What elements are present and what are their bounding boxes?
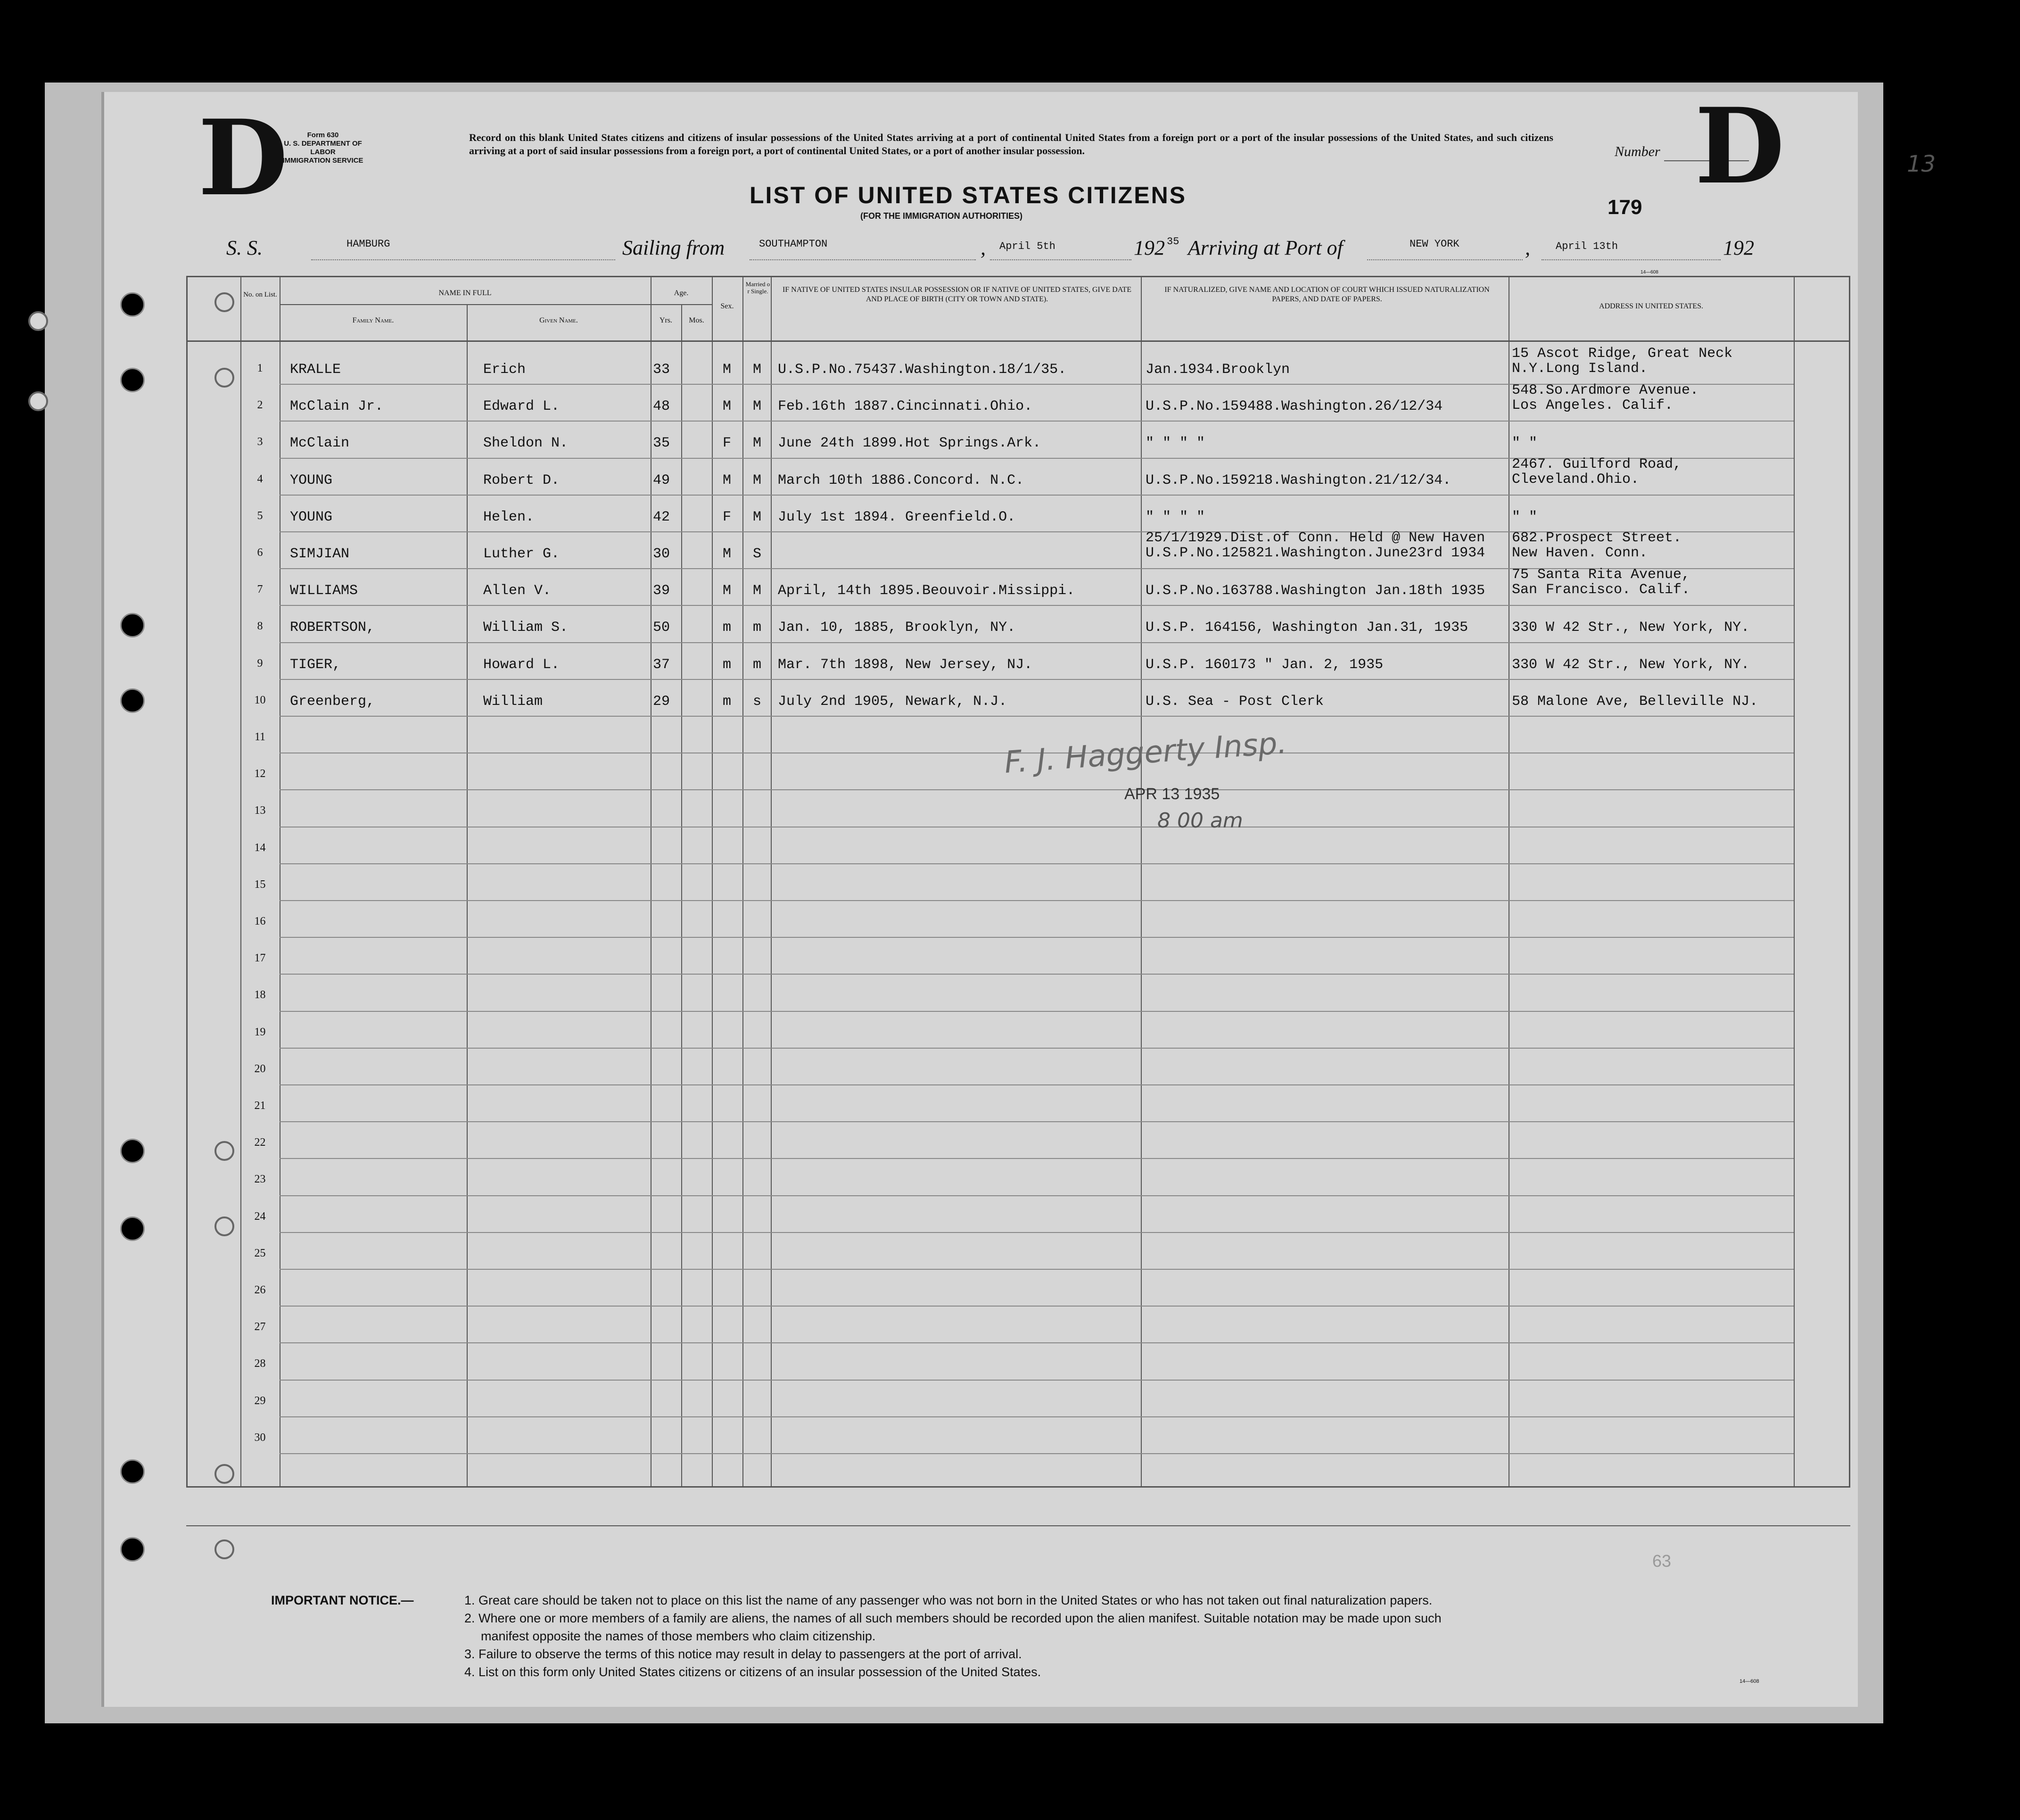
row-rule — [280, 1269, 1794, 1270]
row-rule — [280, 937, 1794, 938]
col-divider — [681, 304, 682, 1488]
col-divider — [467, 304, 468, 1488]
notice-divider — [186, 1525, 1850, 1526]
row-rule — [280, 1380, 1794, 1381]
header-mos: Mos. — [689, 316, 704, 324]
cell-sex: m — [722, 657, 731, 672]
row-rule — [280, 1416, 1794, 1417]
arrival-stamp-time: 8 00 am — [1157, 809, 1243, 833]
cell-no: 2 — [257, 399, 263, 411]
cell-sex: M — [722, 583, 731, 598]
notice-item-2-cont: manifest opposite the names of those members who claim citizenship. — [481, 1629, 876, 1643]
cell-family: Greenberg, — [290, 694, 375, 709]
cell-address: 548.So.Ardmore Avenue. — [1512, 383, 1699, 398]
arrival-port: NEW YORK — [1410, 238, 1459, 250]
cell-no: 24 — [254, 1210, 266, 1223]
cell-sex: F — [722, 510, 731, 525]
cell-sex: M — [722, 546, 731, 562]
row-rule — [280, 605, 1794, 606]
sailing-port: SOUTHAMPTON — [759, 238, 828, 250]
cell-married: M — [752, 473, 761, 488]
header-yrs: Yrs. — [659, 316, 673, 324]
row-rule — [280, 1011, 1794, 1012]
header-birth: IF NATIVE OF UNITED STATES INSULAR POSSESSION OR IF NATIVE OF UNITED STATES, GIVE DATE AND PLACE OF BIRTH (CITY OR TOWN AND STATE). — [782, 286, 1132, 303]
ship-name: HAMBURG — [346, 238, 390, 250]
punch-hole — [120, 688, 145, 713]
cell-address: 682.Prospect Street. — [1512, 530, 1682, 546]
cell-naturalized: U.S.P. 160173 " Jan. 2, 1935 — [1146, 657, 1384, 672]
row-rule — [280, 642, 1794, 643]
service: IMMIGRATION SERVICE — [282, 157, 363, 165]
record-instructions: Record on this blank United States citizens and citizens of insular possessions of the United States arriving at a port of continental United States from a foreign port or a port of the insular possessions of the United States, and such citizens arriving at a port of said insular possessions from a foreign port, a port of continental United States, or a port of another insular possession. — [469, 132, 1553, 157]
cell-naturalized: U.S. Sea - Post Clerk — [1146, 694, 1324, 709]
cell-no: 28 — [254, 1357, 266, 1370]
cell-married: M — [752, 510, 761, 525]
cell-no: 19 — [254, 1026, 266, 1038]
cell-sex: M — [722, 362, 731, 377]
cell-no: 21 — [254, 1100, 266, 1112]
cell-no: 9 — [257, 657, 263, 670]
cell-no: 22 — [254, 1136, 266, 1149]
arrival-date-line — [1542, 259, 1721, 260]
punch-hole — [120, 1216, 145, 1241]
cell-no: 15 — [254, 878, 266, 891]
row-rule — [280, 1232, 1794, 1233]
sailing-line — [750, 259, 976, 260]
notice-label: IMPORTANT NOTICE.— — [271, 1593, 414, 1607]
form-info — [276, 131, 370, 165]
header-family-name: Family Name. — [352, 316, 394, 324]
cell-birth: July 1st 1894. Greenfield.O. — [778, 510, 1016, 525]
ss-label: S. S. — [226, 236, 263, 259]
binder-hole — [28, 391, 48, 411]
inspector-signature: F. J. Haggerty Insp. — [1003, 726, 1288, 780]
cell-family: TIGER, — [290, 657, 341, 672]
cell-birth: Jan. 10, 1885, Brooklyn, NY. — [778, 620, 1016, 635]
year-prefix: 192 — [1134, 236, 1165, 259]
cell-given: Luther G. — [483, 546, 560, 562]
page-title: LIST OF UNITED STATES CITIZENS — [750, 182, 1187, 208]
cell-birth: U.S.P.No.75437.Washington.18/1/35. — [778, 362, 1067, 377]
cell-no: 10 — [254, 694, 266, 706]
cell-address: 15 Ascot Ridge, Great Neck — [1512, 346, 1733, 361]
cell-birth: June 24th 1899.Hot Springs.Ark. — [778, 436, 1041, 451]
cell-address: 2467. Guilford Road, — [1512, 457, 1682, 472]
cell-sex: m — [722, 694, 731, 709]
cell-naturalized: U.S.P.No.163788.Washington Jan.18th 1935 — [1146, 583, 1485, 598]
cell-married: M — [752, 399, 761, 414]
header-address: ADDRESS IN UNITED STATES. — [1599, 302, 1703, 310]
row-rule — [280, 1453, 1794, 1454]
notice-code: 14—608 — [1740, 1679, 1759, 1684]
row-rule — [280, 974, 1794, 975]
cell-married: M — [752, 583, 761, 598]
cell-yrs: 33 — [653, 362, 670, 377]
row-rule — [280, 1158, 1794, 1159]
notice-item-2: 2. Where one or more members of a family are aliens, the names of all such members should be recorded upon the alien manifest. Suitable notation may be made upon such — [464, 1611, 1442, 1625]
age-sub-divider — [651, 304, 712, 305]
row-rule — [280, 1048, 1794, 1049]
cell-family: WILLIAMS — [290, 583, 358, 598]
cell-family: SIMJIAN — [290, 546, 350, 562]
cell-no: 7 — [257, 583, 263, 596]
binder-hole — [214, 1539, 234, 1559]
cell-address: 330 W 42 Str., New York, NY. — [1512, 620, 1750, 635]
arrival-stamp-date: APR 13 1935 — [1124, 785, 1220, 803]
cell-yrs: 30 — [653, 546, 670, 562]
row-rule — [280, 1121, 1794, 1122]
row-rule — [280, 495, 1794, 496]
number-label: Number — [1615, 144, 1660, 159]
header-name-in-full: NAME IN FULL — [438, 289, 492, 297]
cell-address-line2: Los Angeles. Calif. — [1512, 398, 1674, 413]
binder-hole — [28, 311, 48, 331]
cell-given: Robert D. — [483, 473, 560, 488]
year-prefix-2: 192 — [1723, 236, 1754, 259]
header-married: Married or Single. — [745, 281, 770, 295]
side-number — [1907, 151, 1936, 177]
notice-item-1: 1. Great care should be taken not to place on this list the name of any passenger who was not born in the United States or who has not taken out final naturalization papers. — [464, 1593, 1433, 1607]
notice-item-3: 3. Failure to observe the terms of this notice may result in delay to passengers at the port of arrival. — [464, 1647, 1022, 1661]
arrival-date: April 13th — [1556, 240, 1618, 252]
cell-sex: F — [722, 436, 731, 451]
punch-hole — [120, 1459, 145, 1484]
row-rule — [280, 1084, 1794, 1085]
cell-given: Sheldon N. — [483, 436, 569, 451]
cell-birth: July 2nd 1905, Newark, N.J. — [778, 694, 1007, 709]
cell-sex: M — [722, 473, 731, 488]
cell-address: 75 Santa Rita Avenue, — [1512, 567, 1690, 582]
cell-family: McClain Jr. — [290, 399, 384, 414]
cell-no: 23 — [254, 1173, 266, 1185]
cell-naturalized: U.S.P.No.159488.Washington.26/12/34 — [1146, 399, 1443, 414]
cell-sex: m — [722, 620, 731, 635]
page-number-stamp: 63 — [1652, 1551, 1672, 1571]
row-rule — [280, 716, 1794, 717]
punch-hole — [120, 1139, 145, 1163]
arrival-line — [1367, 259, 1523, 260]
list-number: 179 — [1608, 196, 1642, 219]
date-line — [990, 259, 1131, 260]
cell-naturalized-line2: U.S.P.No.125821.Washington.June23rd 1934 — [1146, 546, 1485, 561]
row-rule — [280, 679, 1794, 680]
cell-given: Edward L. — [483, 399, 560, 414]
header-age: Age. — [674, 289, 689, 297]
cell-naturalized: Jan.1934.Brooklyn — [1146, 362, 1290, 377]
punch-hole — [120, 292, 145, 317]
row-rule — [280, 1306, 1794, 1307]
cell-naturalized: U.S.P. 164156, Washington Jan.31, 1935 — [1146, 620, 1468, 635]
cell-address: 58 Malone Ave, Belleville NJ. — [1512, 694, 1758, 709]
cell-yrs: 29 — [653, 694, 670, 709]
cell-no: 8 — [257, 620, 263, 632]
cell-no: 11 — [254, 731, 266, 743]
punch-hole — [120, 613, 145, 637]
cell-yrs: 48 — [653, 399, 670, 414]
cell-address: " " — [1512, 510, 1538, 525]
cell-address: " " — [1512, 436, 1538, 451]
form-letter-left: D — [198, 97, 288, 219]
row-rule — [280, 421, 1794, 422]
cell-no: 27 — [254, 1321, 266, 1333]
cell-sex: M — [722, 399, 731, 414]
cell-no: 18 — [254, 989, 266, 1001]
cell-given: Allen V. — [483, 583, 552, 598]
cell-no: 17 — [254, 952, 266, 964]
cell-no: 4 — [257, 473, 263, 485]
header-given-name: Given Name. — [539, 316, 578, 324]
row-rule — [280, 900, 1794, 901]
cell-family: YOUNG — [290, 473, 333, 488]
cell-no: 25 — [254, 1247, 266, 1259]
cell-naturalized: " " " " — [1146, 436, 1205, 451]
cell-given: William — [483, 694, 543, 709]
header-naturalized: IF NATURALIZED, GIVE NAME AND LOCATION OF COURT WHICH ISSUED NATURALIZATION PAPERS, AND DATE OF PAPERS. — [1164, 286, 1490, 303]
cell-married: m — [752, 657, 761, 672]
cell-birth: Feb.16th 1887.Cincinnati.Ohio. — [778, 399, 1033, 414]
form-letter-right: D — [1695, 85, 1785, 207]
page-subtitle: (FOR THE IMMIGRATION AUTHORITIES) — [860, 211, 1022, 221]
cell-no: 16 — [254, 915, 266, 927]
cell-family: McClain — [290, 436, 350, 451]
cell-no: 29 — [254, 1395, 266, 1407]
cell-birth: March 10th 1886.Concord. N.C. — [778, 473, 1024, 488]
side-number-text: 13 — [1907, 151, 1936, 177]
cell-naturalized: 25/1/1929.Dist.of Conn. Held @ New Haven — [1146, 530, 1485, 546]
sailing-date: April 5th — [999, 240, 1055, 252]
ship-line — [311, 259, 615, 260]
cell-family: KRALLE — [290, 362, 341, 377]
cell-no: 5 — [257, 510, 263, 522]
cell-birth: April, 14th 1895.Beouvoir.Missippi. — [778, 583, 1075, 598]
cell-no: 13 — [254, 804, 266, 817]
sailing-label: Sailing from — [622, 236, 725, 259]
row-rule — [280, 1342, 1794, 1343]
notice-item-4: 4. List on this form only United States citizens or citizens of an insular possession of the United States. — [464, 1665, 1041, 1679]
cell-address-line2: San Francisco. Calif. — [1512, 582, 1690, 597]
cell-address: 330 W 42 Str., New York, NY. — [1512, 657, 1750, 672]
printer-code: 14—608 — [1641, 270, 1658, 275]
cell-married: s — [752, 694, 761, 709]
year-suffix: 35 — [1167, 236, 1179, 248]
cell-no: 20 — [254, 1063, 266, 1075]
cell-no: 14 — [254, 842, 266, 854]
cell-no: 26 — [254, 1284, 266, 1296]
department: U. S. DEPARTMENT OF LABOR — [284, 140, 362, 156]
cell-married: M — [752, 362, 761, 377]
cell-no: 3 — [257, 436, 263, 448]
cell-married: M — [752, 436, 761, 451]
cell-yrs: 39 — [653, 583, 670, 598]
row-rule — [280, 863, 1794, 864]
cell-given: William S. — [483, 620, 569, 635]
row-rule — [280, 1195, 1794, 1196]
cell-yrs: 35 — [653, 436, 670, 451]
cell-yrs: 49 — [653, 473, 670, 488]
cell-birth: Mar. 7th 1898, New Jersey, NJ. — [778, 657, 1033, 672]
name-sub-divider — [280, 304, 651, 305]
cell-naturalized: U.S.P.No.159218.Washington.21/12/34. — [1146, 473, 1451, 488]
punch-hole — [120, 368, 145, 392]
cell-no: 1 — [257, 362, 263, 374]
cell-given: Helen. — [483, 510, 535, 525]
header-sex: Sex. — [720, 302, 734, 310]
form-number: Form 630 — [307, 131, 339, 139]
cell-naturalized: " " " " — [1146, 510, 1205, 525]
cell-family: ROBERTSON, — [290, 620, 375, 635]
cell-address-line2: New Haven. Conn. — [1512, 546, 1648, 561]
cell-married: S — [752, 546, 761, 562]
cell-no: 30 — [254, 1431, 266, 1444]
cell-family: YOUNG — [290, 510, 333, 525]
cell-no: 6 — [257, 546, 263, 559]
cell-given: Howard L. — [483, 657, 560, 672]
header-bottom — [186, 340, 1850, 342]
cell-yrs: 50 — [653, 620, 670, 635]
header-no: No. on List. — [243, 291, 277, 298]
punch-hole — [120, 1537, 145, 1562]
cell-given: Erich — [483, 362, 526, 377]
cell-yrs: 37 — [653, 657, 670, 672]
cell-yrs: 42 — [653, 510, 670, 525]
row-rule — [280, 789, 1794, 790]
arriving-label: Arriving at Port of — [1188, 236, 1343, 259]
cell-address-line2: N.Y.Long Island. — [1512, 361, 1648, 376]
cell-address-line2: Cleveland.Ohio. — [1512, 472, 1640, 487]
cell-married: m — [752, 620, 761, 635]
cell-no: 12 — [254, 768, 266, 780]
